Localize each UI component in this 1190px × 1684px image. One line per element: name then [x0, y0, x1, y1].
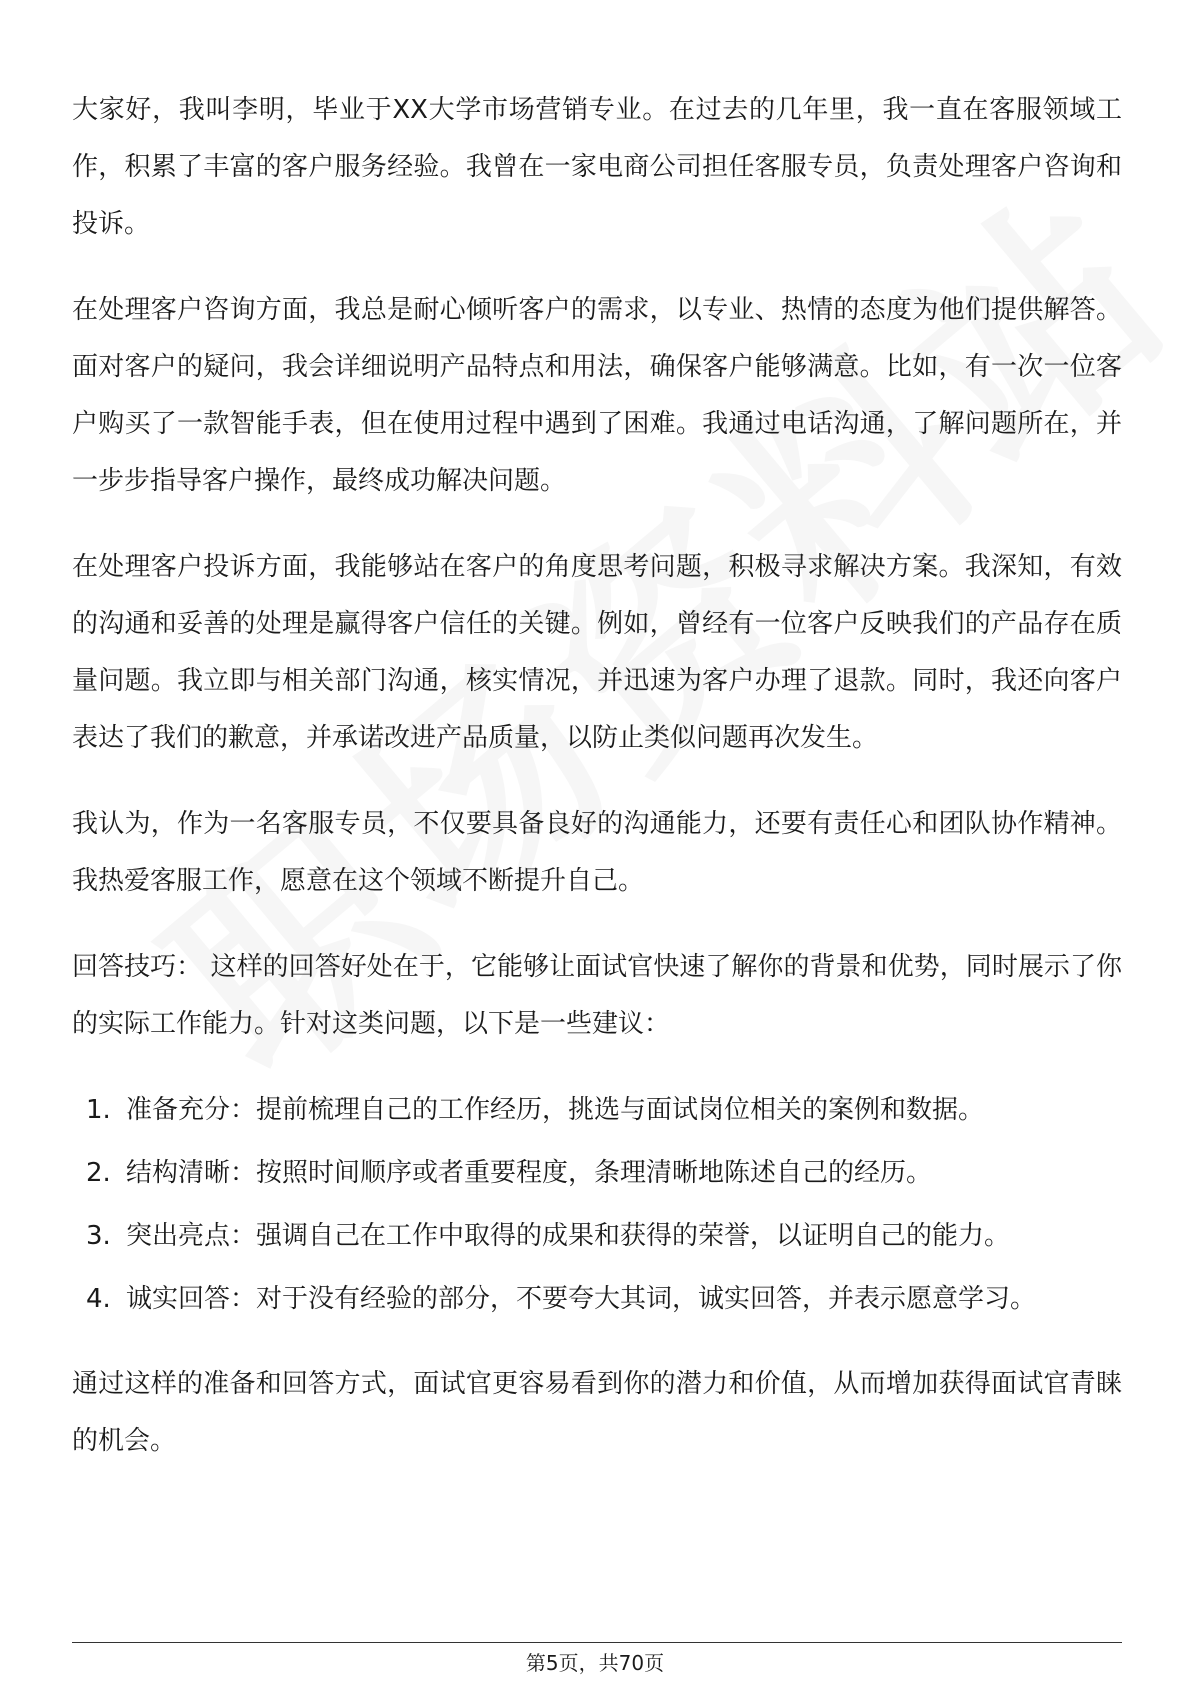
paragraph-summary: 我认为，作为一名客服专员，不仅要具备良好的沟通能力，还要有责任心和团队协作精神。我热爱客服工作，愿意在这个领域不断提升自己。 [72, 809, 1122, 896]
list-item-number: 4. [86, 1284, 111, 1314]
list-item-text: 突出亮点：强调自己在工作中取得的成果和获得的荣誉，以证明自己的能力。 [126, 1221, 1011, 1251]
list-item-number: 2. [86, 1158, 111, 1188]
list-item [72, 1082, 1122, 1139]
list-item [72, 1271, 1122, 1328]
footer-divider [72, 1642, 1122, 1643]
paragraph-closing: 通过这样的准备和回答方式，面试官更容易看到你的潜力和价值，从而增加获得面试官青睐的机会。 [72, 1369, 1122, 1456]
list-item [72, 1208, 1122, 1265]
paragraph-consultation: 在处理客户咨询方面，我总是耐心倾听客户的需求，以专业、热情的态度为他们提供解答。面对客户的疑问，我会详细说明产品特点和用法，确保客户能够满意。比如，有一次一位客户购买了一款智能手表，但在使用过程中遇到了困难。我通过电话沟通，了解问题所在，并一步步指导客户操作，最终成功解决问题。 [72, 295, 1122, 496]
list-item [72, 1145, 1122, 1202]
paragraph-complaint: 在处理客户投诉方面，我能够站在客户的角度思考问题，积极寻求解决方案。我深知，有效的沟通和妥善的处理是赢得客户信任的关键。例如，曾经有一位客户反映我们的产品存在质量问题。我立即与相关部门沟通，核实情况，并迅速为客户办理了退款。同时，我还向客户表达了我们的歉意，并承诺改进产品质量，以防止类似问题再次发生。 [72, 552, 1122, 753]
tips-list [72, 1082, 1122, 1328]
list-item-number: 3. [86, 1221, 111, 1251]
list-item-text: 准备充分：提前梳理自己的工作经历，挑选与面试岗位相关的案例和数据。 [126, 1095, 985, 1125]
paragraph-answer-tips: 回答技巧： 这样的回答好处在于，它能够让面试官快速了解你的背景和优势，同时展示了你的实际工作能力。针对这类问题，以下是一些建议： [72, 952, 1122, 1039]
list-item-number: 1. [86, 1095, 111, 1125]
page-number: 第5页，共70页 [525, 1651, 665, 1675]
paragraph-intro: 大家好，我叫李明，毕业于XX大学市场营销专业。在过去的几年里，我一直在客服领域工作，积累了丰富的客户服务经验。我曾在一家电商公司担任客服专员，负责处理客户咨询和投诉。 [72, 95, 1122, 239]
document-body [72, 82, 1122, 1499]
list-item-text: 结构清晰：按照时间顺序或者重要程度，条理清晰地陈述自己的经历。 [126, 1158, 933, 1188]
list-item-text: 诚实回答：对于没有经验的部分，不要夸大其词，诚实回答，并表示愿意学习。 [126, 1284, 1037, 1314]
